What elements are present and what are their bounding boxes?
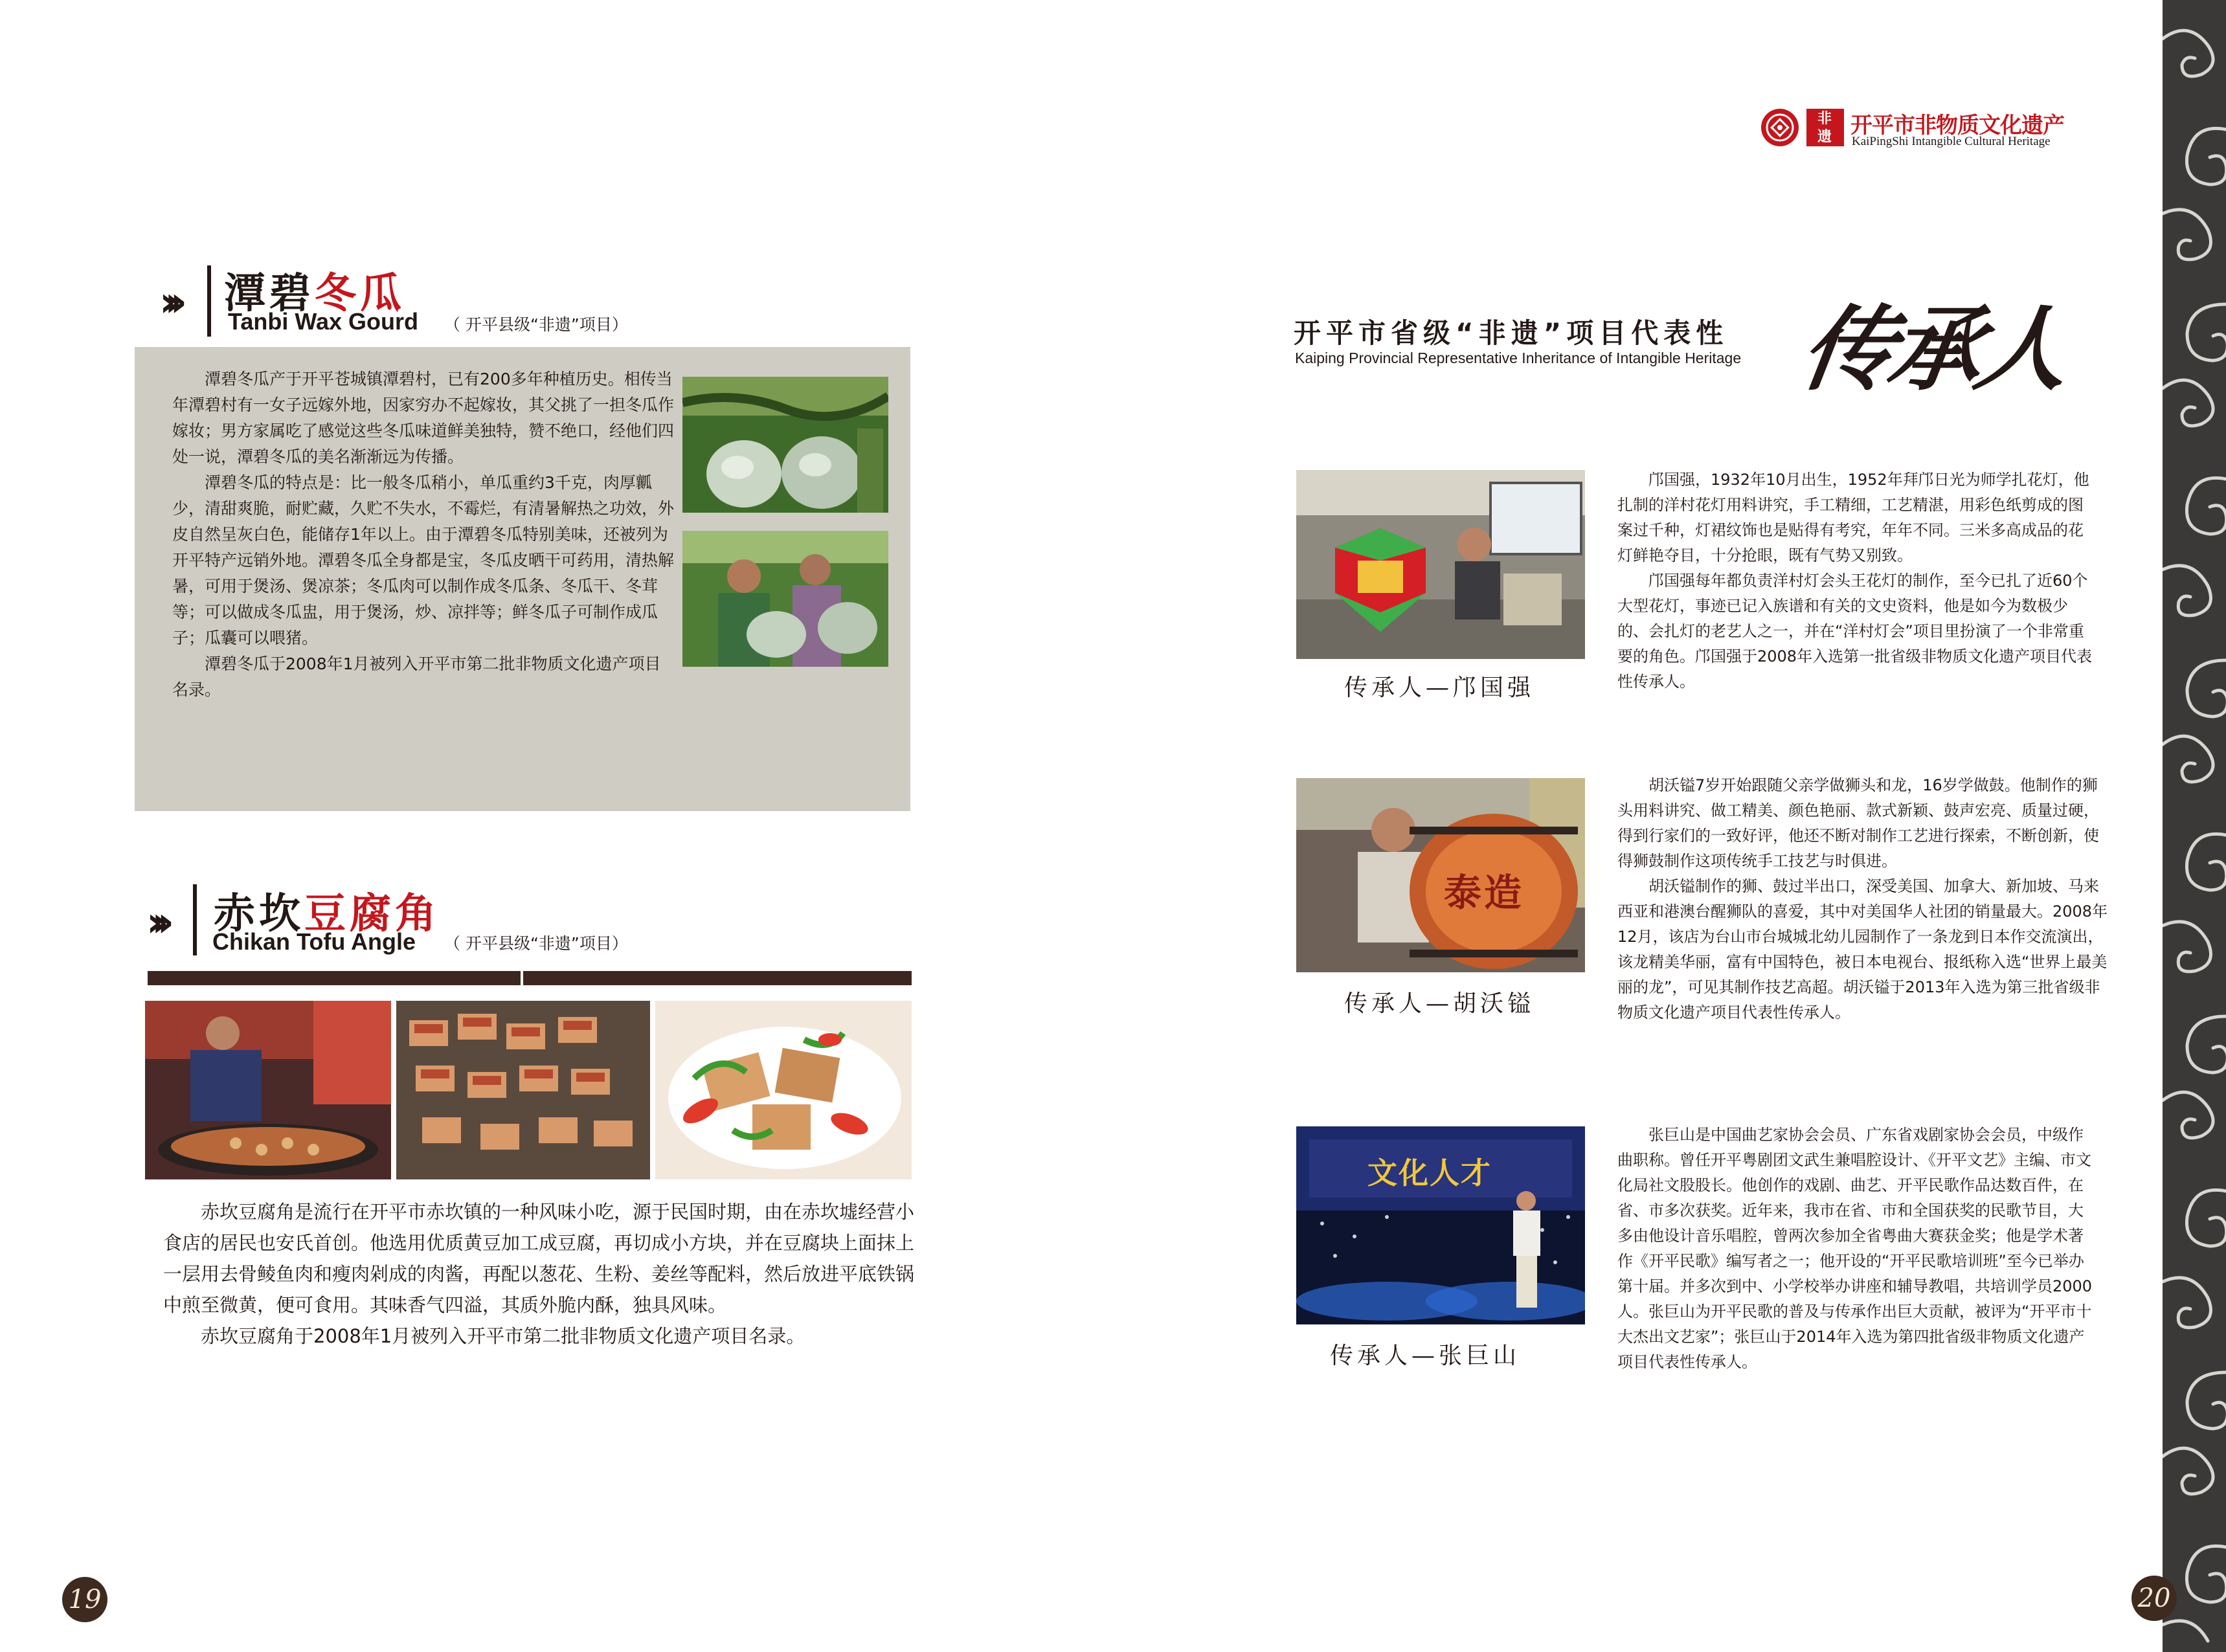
section-tag-chikan: （ 开平县级“非遗”项目）	[444, 934, 628, 953]
inheritor-photo-lantern	[1296, 470, 1585, 659]
inheritor-caption: 传承人—张巨山	[1330, 1343, 1521, 1369]
chikan-paragraph: 赤坎豆腐角是流行在开平市赤坎镇的一种风味小吃，源于民国时期，由在赤坎墟经营小食店的居民也安氏首创。他选用优质黄豆加工成豆腐，再切成小方块，并在豆腐块上面抹上一层用去骨鲮鱼肉和瘦肉剁成的肉酱，再配以葱花、生粉、姜丝等配料，然后放进平底铁锅中煎至微黄，便可食用。其味香气四溢，其质外脆内酥，独具风味。	[163, 1201, 915, 1316]
heritage-logo	[1760, 105, 2097, 151]
page-number-right: 20	[2131, 1576, 2177, 1621]
logo-subtitle: KaiPingShi Intangible Cultural Heritage	[1852, 135, 2051, 148]
inheritor-paragraph: 胡沃镒制作的狮、鼓过半出口，深受美国、加拿大、新加坡、马来西亚和港澳台醒狮队的喜爱，其中对美国华人社团的销量最大。2008年12月，该店为台山市台城城北幼儿园制作了一条龙到日本作交流演出，该龙精美华丽，富有中国特色，被日本电视台、报纸称入选“世界上最美丽的龙”，可见其制作技艺高超。胡沃镒于2013年入选为第三批省级非物质文化遗产项目代表性传承人。	[1617, 877, 2108, 1021]
inheritor-heading-en: Kaiping Provincial Representative Inheritance of Intangible Heritage	[1295, 350, 1742, 366]
tanbi-paragraph: 潭碧冬瓜的特点是：比一般冬瓜稍小，单瓜重约3千克，肉厚瓤少，清甜爽脆，耐贮藏，久贮不失水，不霉烂，有清暑解热之功效，外皮自然呈灰白色，能储存1年以上。由于潭碧冬瓜特别美味，还被列为开平特产远销外地。潭碧冬瓜全身都是宝，冬瓜皮晒干可药用，清热解暑，可用于煲汤、煲凉茶；冬瓜肉可以制作成冬瓜条、冬瓜干、冬茸等；可以做成冬瓜盅，用于煲汤，炒、凉拌等；鲜冬瓜子可制作成瓜子；瓜囊可以喂猪。	[172, 473, 675, 647]
seal-text: 非遗	[1817, 111, 1833, 145]
heritage-seal	[1806, 109, 1844, 146]
decorative-cloud-strip	[2163, 0, 2226, 1652]
tofu-photo-cook	[145, 1001, 391, 1179]
inheritor-paragraph: 邝国强每年都负责洋村灯会头王花灯的制作，至今已扎了近60个大型花灯，事迹已记入族谱和有关的文史资料，他是如今为数极少的、会扎灯的老艺人之一，并在“洋村灯会”项目里扮演了一个非常重要的角色。邝国强于2008年入选第一批省级非物质文化遗产项目代表性传承人。	[1617, 572, 2093, 691]
title-part-black: 潭碧	[224, 270, 315, 318]
chikan-paragraph: 赤坎豆腐角于2008年1月被列入开平市第二批非物质文化遗产项目名录。	[201, 1325, 805, 1347]
chikan-body	[163, 1196, 922, 1352]
inheritor-heading-title: 开平市省级“非遗”项目代表性	[1294, 317, 1729, 349]
title-part-red: 豆腐角	[304, 890, 440, 938]
wax-gourd-photo-farmers	[682, 531, 888, 667]
inheritor-paragraph: 胡沃镒7岁开始跟随父亲学做狮头和龙，16岁学做鼓。他制作的狮头用料讲究、做工精美、颜色艳丽、款式新颖、鼓声宏亮、质量过硬，得到行家们的一致好评，他还不断对制作工艺进行探索，不断创新，使得狮鼓制作这项传统手工技艺与时俱进。	[1617, 776, 2099, 870]
inheritor-caption: 传承人—邝国强	[1344, 675, 1535, 701]
tanbi-body	[172, 366, 676, 703]
brown-divider-right	[523, 971, 912, 985]
inheritor-photo-stage	[1296, 1126, 1585, 1324]
title-part-red: 冬瓜	[315, 270, 405, 318]
section-tag-tanbi: （ 开平县级“非遗”项目）	[444, 315, 628, 334]
inheritor-caption: 传承人—胡沃镒	[1344, 990, 1535, 1017]
tofu-photo-dish	[655, 1001, 912, 1179]
title-part-black: 赤坎	[214, 890, 304, 938]
tanbi-paragraph: 潭碧冬瓜产于开平苍城镇潭碧村，已有200多年种植历史。相传当年潭碧村有一女子远嫁外地，因家穷办不起嫁妆，其父挑了一担冬瓜作嫁妆；男方家属吃了感觉这些冬瓜味道鲜美独特，赞不绝口，经他们四处一说，潭碧冬瓜的美名渐渐远为传播。	[172, 370, 675, 466]
inheritor-paragraph: 张巨山是中国曲艺家协会会员、广东省戏剧家协会会员，中级作曲职称。曾任开平粤剧团文武生兼唱腔设计、《开平文艺》主编、市文化局社文股股长。他创作的戏剧、曲艺、开平民歌作品达数百件，在省、市多次获奖。近年来，我市在省、市和全国获奖的民歌节目，大多由他设计音乐唱腔，曾两次参加全省粤曲大赛获金奖；他是学术著作《开平民歌》编写者之一；他开设的“开平民歌培训班”至今已举办第十届。并多次到中、小学校举办讲座和辅导教唱，共培训学员2000人。张巨山为开平民歌的普及与传承作出巨大贡献，被评为“开平市十大杰出文艺家”；张巨山于2014年入选为第四批省级非物质文化遗产项目代表性传承人。	[1617, 1126, 2093, 1371]
inheritor-photo-drum	[1296, 778, 1585, 972]
section-chevrons: ›››	[159, 278, 176, 326]
drum-text: 泰造	[1444, 871, 1525, 915]
section-title-en-tanbi: Tanbi Wax Gourd	[228, 308, 418, 335]
logo-title: 开平市非物质文化遗产	[1850, 113, 2064, 139]
brown-divider-left	[148, 971, 521, 985]
inheritor-bio	[1617, 773, 2109, 1025]
stage-banner-text: 文化人才	[1367, 1155, 1492, 1190]
inheritor-paragraph: 邝国强，1932年10月出生，1952年拜邝日光为师学扎花灯，他扎制的洋村花灯用料讲究，手工精细，工艺精湛，用彩色纸剪成的图案过千种，灯裙纹饰也是贴得有考究，年年不同。三米多高成品的花灯鲜艳夺目，十分抢眼，既有气势又别致。	[1617, 471, 2089, 564]
inheritor-bio	[1617, 1122, 2097, 1375]
section-divider-bar	[193, 884, 197, 955]
tofu-photo-pan	[396, 1001, 650, 1179]
section-chevrons: ›››	[146, 899, 163, 946]
section-title-en-chikan: Chikan Tofu Angle	[212, 928, 416, 955]
page-number-left: 19	[62, 1577, 107, 1622]
inheritor-bio	[1617, 467, 2097, 695]
section-divider-bar	[207, 265, 211, 337]
tanbi-paragraph: 潭碧冬瓜于2008年1月被列入开平市第二批非物质文化遗产项目名录。	[172, 654, 661, 699]
wax-gourd-photo-hanging	[682, 377, 888, 513]
inheritor-calligraphy: 传承人	[1795, 296, 2071, 403]
emblem-icon	[1760, 107, 1800, 148]
